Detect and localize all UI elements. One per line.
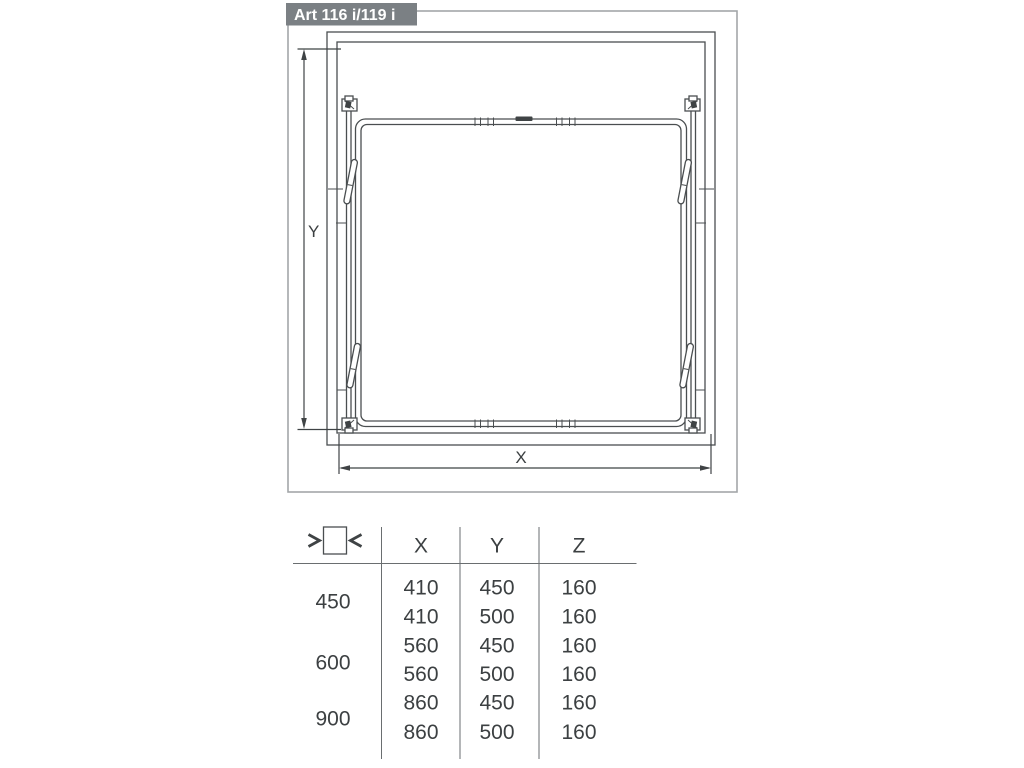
table-row — [403, 606, 596, 629]
table-row — [403, 721, 596, 744]
cell-x: 560 — [403, 663, 439, 686]
dim-y-label: Y — [308, 222, 320, 241]
cell-z: 160 — [561, 605, 597, 629]
bottom-left-bracket — [342, 418, 357, 433]
drawing-title-tab — [286, 3, 417, 26]
cell-y: 450 — [479, 634, 515, 658]
cell-y: 500 — [479, 721, 515, 744]
cabinet-width-600: 600 — [315, 651, 351, 675]
cell-z: 160 — [561, 634, 597, 658]
dimension-table — [293, 527, 637, 759]
table-row — [403, 692, 596, 715]
top-right-bracket — [685, 96, 700, 111]
cell-z: 160 — [561, 663, 597, 686]
col-header-z: Z — [572, 534, 586, 558]
center-clip-tab — [516, 117, 533, 122]
dimension-x — [339, 434, 711, 474]
cell-x: 860 — [403, 691, 439, 715]
arrow-left-icon — [351, 535, 362, 547]
drawing-title: Art 116 i/119 i — [294, 7, 396, 24]
cell-x: 410 — [403, 576, 439, 600]
col-header-y: Y — [489, 534, 505, 558]
cell-x: 560 — [403, 634, 439, 658]
top-left-bracket — [342, 96, 357, 111]
dimension-y — [298, 49, 342, 430]
cabinet-width-450: 450 — [315, 590, 351, 614]
dim-x-label: X — [515, 448, 527, 467]
col-header-x: X — [413, 534, 429, 558]
table-row — [403, 577, 596, 600]
cell-y: 500 — [479, 663, 515, 686]
cabinet-width-900: 900 — [315, 707, 351, 731]
table-row — [403, 635, 596, 658]
cell-z: 160 — [561, 691, 597, 715]
cell-x: 410 — [403, 605, 439, 629]
table-row — [403, 663, 596, 686]
cell-z: 160 — [561, 576, 597, 600]
bottom-right-bracket — [685, 418, 700, 433]
cabinet-width-icon — [309, 527, 362, 554]
cell-x: 860 — [403, 721, 439, 744]
cell-y: 450 — [479, 576, 515, 600]
arrow-right-icon — [309, 535, 320, 547]
cell-z: 160 — [561, 721, 597, 744]
pullout-frame — [356, 119, 687, 427]
right-runner-rail — [691, 109, 696, 421]
cell-y: 450 — [479, 691, 515, 715]
cell-y: 500 — [479, 605, 515, 629]
